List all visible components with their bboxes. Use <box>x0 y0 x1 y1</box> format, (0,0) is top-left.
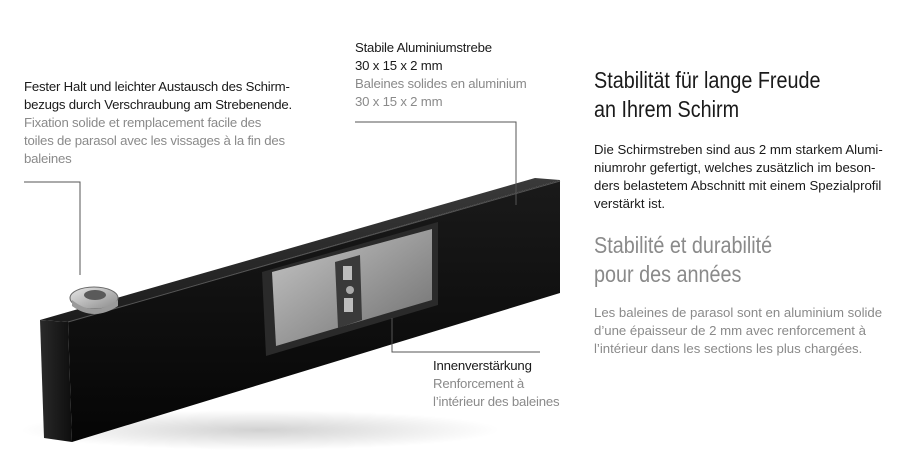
callout-reinforcement <box>433 357 559 411</box>
callout-screw <box>24 78 292 168</box>
bracket-slot <box>343 266 352 280</box>
leader-line-screw <box>24 182 80 275</box>
callout-strut-fr-line: 30 x 15 x 2 mm <box>355 94 443 109</box>
heading-fr-line: Stabilité et durabilité <box>594 232 773 258</box>
callout-screw-fr-line: baleines <box>24 151 72 166</box>
bracket-slot <box>344 298 353 312</box>
bracket-hole <box>346 286 354 294</box>
strut-end-face <box>40 320 72 442</box>
screw-recess <box>84 290 106 300</box>
callout-screw-de-line: bezugs durch Verschraubung am Strebenende. <box>24 97 292 112</box>
callout-strut-de-line: Stabile Aluminiumstrebe <box>355 40 492 55</box>
callout-reinforcement-fr-line: Renforcement à <box>433 376 525 391</box>
callout-screw-fr-line: Fixation solide et remplacement facile des <box>24 115 262 130</box>
heading-de-line: an Ihrem Schirm <box>594 96 740 122</box>
callout-strut-de-line: 30 x 15 x 2 mm <box>355 58 443 73</box>
heading-de-line: Stabilität für lange Freude <box>594 67 821 93</box>
heading-fr-line: pour des années <box>594 261 742 287</box>
body-fr-line: Les baleines de parasol sont en aluminium solide <box>594 305 883 320</box>
heading-fr <box>594 231 852 289</box>
body-de-line: ders belastetem Abschnitt mit einem Spezialprofil <box>594 178 882 193</box>
body-de <box>594 141 894 213</box>
callout-strut-fr-line: Baleines solides en aluminium <box>355 76 527 91</box>
heading-de <box>594 66 852 124</box>
body-de-line: Die Schirmstreben sind aus 2 mm starkem Alumi- <box>594 142 883 157</box>
callout-reinforcement-fr-line: l’intérieur des baleines <box>433 394 560 409</box>
callout-strut <box>355 39 527 111</box>
body-de-line: niumrohr gefertigt, welches zusätzlich im beson- <box>594 160 876 175</box>
body-de-line: verstärkt ist. <box>594 196 666 211</box>
body-fr <box>594 304 894 358</box>
callout-screw-de-line: Fester Halt und leichter Austausch des Schirm- <box>24 79 290 94</box>
callout-screw-fr-line: toiles de parasol avec les vissages à la fin des <box>24 133 285 148</box>
body-fr-line: l’intérieur dans les sections les plus chargées. <box>594 341 863 356</box>
callout-reinforcement-de-line: Innenverstärkung <box>433 358 532 373</box>
body-fr-line: d’une épaisseur de 2 mm avec renforcement à <box>594 323 866 338</box>
